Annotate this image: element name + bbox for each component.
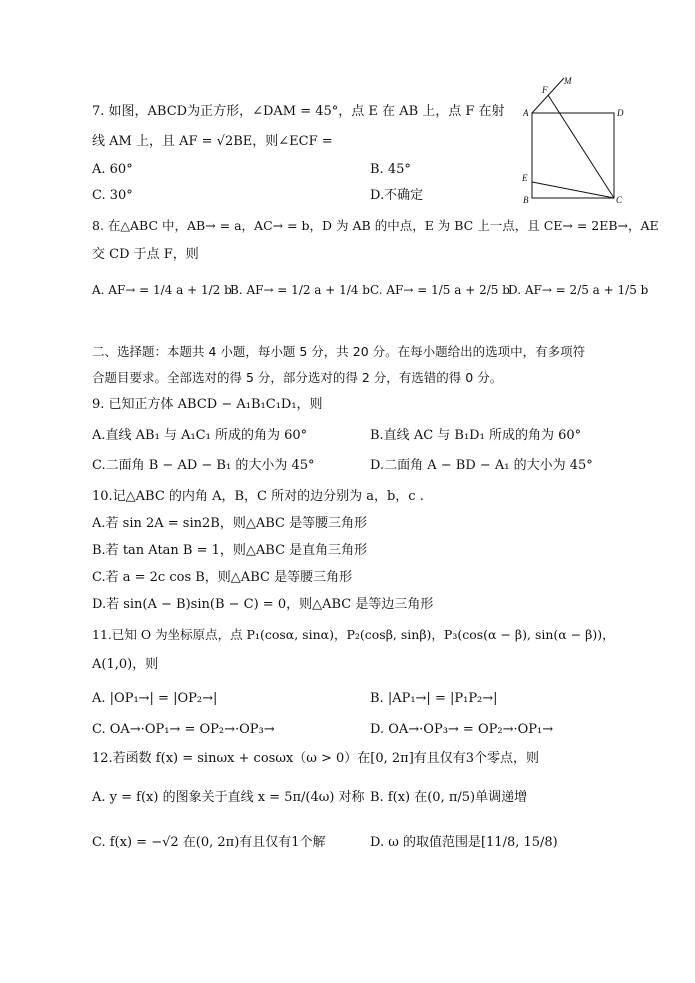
q12-option-a: A. y = f(x) 的图象关于直线 x = 5π/(4ω) 对称 xyxy=(92,790,365,805)
section2-header-line1: 二、选择题：本题共 4 小题，每小题 5 分，共 20 分。在每小题给出的选项中，有多项符 xyxy=(92,344,586,359)
label-f: F xyxy=(542,85,548,95)
q8-option-c: C. AF→ = 1/5 a + 2/5 b xyxy=(370,283,510,297)
segment-fc xyxy=(548,95,614,198)
q11-stem-line2: A(1,0)，则 xyxy=(92,657,159,672)
q8-stem-line1: 8. 在△ABC 中，AB→ = a，AC→ = b，D 为 AB 的中点，E 为 BC 上一点，且 CE→ = 2EB→，AE xyxy=(92,218,659,233)
q11-option-b: B. |AP₁→| = |P₁P₂→| xyxy=(370,691,498,706)
q8-option-d: D. AF→ = 2/5 a + 1/5 b xyxy=(508,283,649,297)
segment-ec xyxy=(532,182,614,198)
q12-option-d: D. ω 的取值范围是[11/8, 15/8) xyxy=(370,835,558,850)
q9-option-b: B.直线 AC 与 B₁D₁ 所成的角为 60° xyxy=(370,428,582,443)
q7-option-a: A. 60° xyxy=(92,162,133,177)
q9-option-c: C.二面角 B − AD − B₁ 的大小为 45° xyxy=(92,458,315,473)
q12-option-c: C. f(x) = −√2 在(0, 2π)有且仅有1个解 xyxy=(92,835,326,850)
q11-option-a: A. |OP₁→| = |OP₂→| xyxy=(92,691,218,706)
q8-option-a: A. AF→ = 1/4 a + 1/2 b xyxy=(92,283,232,297)
q10-option-b: B.若 tan Atan B = 1，则△ABC 是直角三角形 xyxy=(92,543,368,558)
q7-option-c: C. 30° xyxy=(92,188,133,203)
q9-option-d: D.二面角 A − BD − A₁ 的大小为 45° xyxy=(370,458,593,473)
label-b: B xyxy=(523,195,529,204)
q12-option-b: B. f(x) 在(0, π/5)单调递增 xyxy=(370,790,528,805)
q7-stem-line2: 线 AM 上，且 AF = √2BE，则∠ECF = xyxy=(92,134,333,149)
section2-header-line2: 合题目要求。全部选对的得 5 分，部分选对的得 2 分，有选错的得 0 分。 xyxy=(92,370,503,385)
label-e: E xyxy=(522,173,528,183)
q10-stem: 10.记△ABC 的内角 A，B，C 所对的边分别为 a，b，c . xyxy=(92,489,424,504)
q11-stem: 11.已知 O 为坐标原点，点 P₁(cosα, sinα)，P₂(cosβ, sinβ)，P₃(cos(α − β), sin(α − β))， xyxy=(92,627,615,642)
label-m: M xyxy=(564,76,572,86)
q12-stem: 12.若函数 f(x) = sinωx + cosωx（ω > 0）在[0, 2π]有且仅有3个零点，则 xyxy=(92,751,540,766)
q10-option-a: A.若 sin 2A = sin2B，则△ABC 是等腰三角形 xyxy=(92,516,368,531)
q8-option-b: B. AF→ = 1/2 a + 1/4 b xyxy=(230,283,370,297)
square-figure xyxy=(518,74,628,204)
q11-option-c: C. OA→·OP₁→ = OP₂→·OP₃→ xyxy=(92,722,275,737)
q10-option-d: D.若 sin(A − B)sin(B − C) = 0，则△ABC 是等边三角形 xyxy=(92,597,434,612)
q11-option-d: D. OA→·OP₃→ = OP₂→·OP₁→ xyxy=(370,722,554,737)
q8-stem-line2: 交 CD 于点 F，则 xyxy=(92,247,199,262)
q10-option-c: C.若 a = 2c cos B，则△ABC 是等腰三角形 xyxy=(92,570,353,585)
q7-stem-line1: 7. 如图，ABCD为正方形，∠DAM = 45°，点 E 在 AB 上，点 F 在射 xyxy=(92,104,505,119)
q9-option-a: A.直线 AB₁ 与 A₁C₁ 所成的角为 60° xyxy=(92,428,308,443)
q7-option-d: D.不确定 xyxy=(370,188,424,203)
label-a: A xyxy=(523,108,529,118)
label-c: C xyxy=(616,195,623,204)
square-abcd xyxy=(532,113,614,198)
q9-stem: 9. 已知正方体 ABCD − A₁B₁C₁D₁，则 xyxy=(92,397,323,412)
label-d: D xyxy=(617,108,624,118)
q7-option-b: B. 45° xyxy=(370,162,411,177)
